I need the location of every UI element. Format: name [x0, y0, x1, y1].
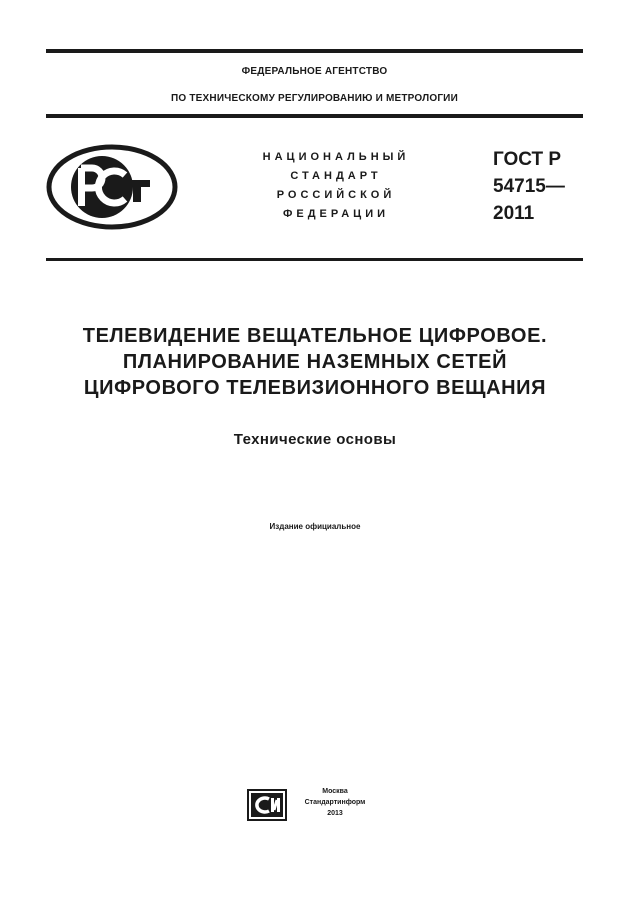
standartinform-logo-icon — [247, 789, 287, 821]
publisher-name: Стандартинформ — [304, 799, 366, 806]
designation-line: ГОСТ Р — [493, 149, 562, 170]
document-subtitle: Технические основы — [233, 431, 397, 448]
designation-line: 54715— — [493, 176, 565, 197]
standard-label-line: СТАНДАРТ — [290, 170, 382, 182]
title-line: ТЕЛЕВИДЕНИЕ ВЕЩАТЕЛЬНОЕ ЦИФРОВОЕ. — [82, 325, 548, 347]
agency-name-line-1: ФЕДЕРАЛЬНОЕ АГЕНТСТВО — [241, 66, 388, 77]
publisher-info — [290, 786, 380, 819]
top-rule — [46, 49, 583, 53]
national-standard-label — [236, 148, 436, 224]
standard-designation — [493, 146, 565, 227]
bottom-rule — [46, 258, 583, 261]
rst-certification-mark-icon — [46, 144, 178, 230]
document-title — [30, 323, 600, 401]
designation-line: 2011 — [493, 203, 535, 224]
agency-name-line-2: ПО ТЕХНИЧЕСКОМУ РЕГУЛИРОВАНИЮ И МЕТРОЛОГИИ — [171, 93, 458, 104]
edition-note: Издание официальное — [269, 522, 361, 531]
title-line: ПЛАНИРОВАНИЕ НАЗЕМНЫХ СЕТЕЙ — [122, 351, 508, 373]
title-line: ЦИФРОВОГО ТЕЛЕВИЗИОННОГО ВЕЩАНИЯ — [83, 377, 547, 399]
standard-label-line: НАЦИОНАЛЬНЫЙ — [262, 151, 410, 163]
standard-label-line: РОССИЙСКОЙ — [276, 189, 396, 201]
publisher-city: Москва — [322, 788, 348, 795]
standard-label-line: ФЕДЕРАЦИИ — [282, 208, 390, 220]
middle-rule — [46, 114, 583, 118]
publication-year: 2013 — [327, 810, 343, 817]
